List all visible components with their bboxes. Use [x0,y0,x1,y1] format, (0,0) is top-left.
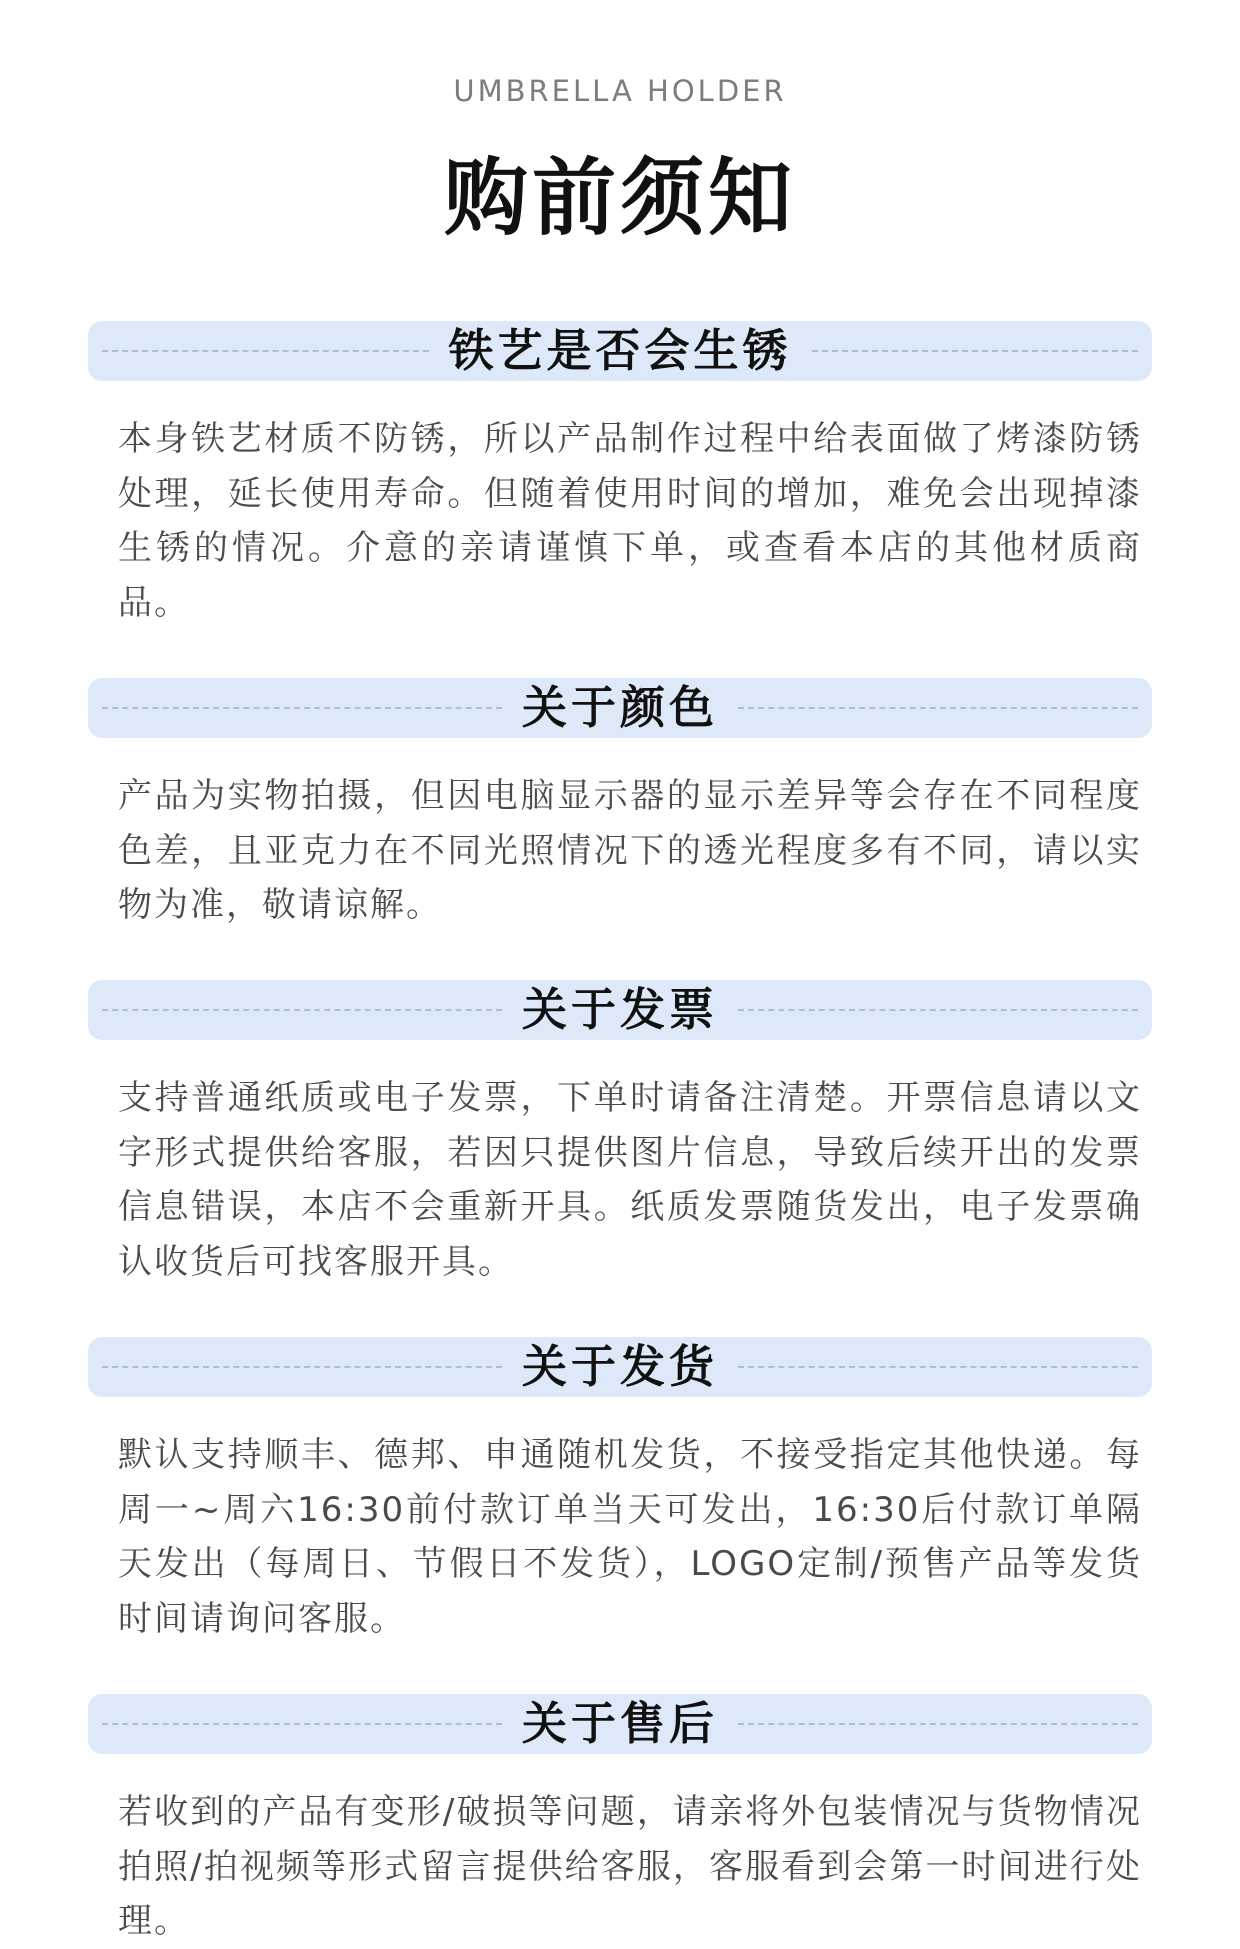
section-title: 关于发票 [522,983,719,1036]
dashed-divider-right [738,707,1138,709]
section-header-rust [88,321,1152,381]
dashed-divider-right [738,1009,1138,1011]
dashed-divider-left [102,1723,502,1725]
dashed-divider-left [102,707,502,709]
section-body-after-sales: 若收到的产品有变形/破损等问题，请亲将外包装情况与货物情况拍照/拍视频等形式留言提供给客服，客服看到会第一时间进行处理。 [118,1792,1142,1941]
section-body-color: 产品为实物拍摄，但因电脑显示器的显示差异等会存在不同程度色差，且亚克力在不同光照情况下的透光程度多有不同，请以实物为准，敬请谅解。 [118,776,1142,925]
section-body-rust: 本身铁艺材质不防锈，所以产品制作过程中给表面做了烤漆防锈处理，延长使用寿命。但随着使用时间的增加，难免会出现掉漆生锈的情况。介意的亲请谨慎下单，或查看本店的其他材质商品。 [118,419,1142,623]
page-title: 购前须知 [443,149,796,247]
section-title: 关于售后 [522,1697,719,1750]
section-header-invoice [88,980,1152,1040]
section-header-shipping [88,1337,1152,1397]
section-title: 铁艺是否会生锈 [448,324,792,377]
dashed-divider-left [102,350,429,352]
section-body-invoice: 支持普通纸质或电子发票，下单时请备注清楚。开票信息请以文字形式提供给客服，若因只提供图片信息，导致后续开出的发票信息错误，本店不会重新开具。纸质发票随货发出，电子发票确认收货后可找客服开具。 [118,1078,1142,1282]
section-body-shipping: 默认支持顺丰、德邦、申通随机发货，不接受指定其他快递。每周一~周六16:30前付款订单当天可发出，16:30后付款订单隔天发出（每周日、节假日不发货），LOGO定制/预售产品等发货时间请询问客服。 [118,1435,1142,1639]
dashed-divider-right [738,1366,1138,1368]
dashed-divider-left [102,1009,502,1011]
dashed-divider-left [102,1366,502,1368]
section-title: 关于发货 [522,1340,719,1393]
page-eyebrow: UMBRELLA HOLDER [453,74,787,108]
section-header-after-sales [88,1694,1152,1754]
dashed-divider-right [812,350,1139,352]
section-header-color [88,678,1152,738]
dashed-divider-right [738,1723,1138,1725]
section-title: 关于颜色 [522,681,719,734]
